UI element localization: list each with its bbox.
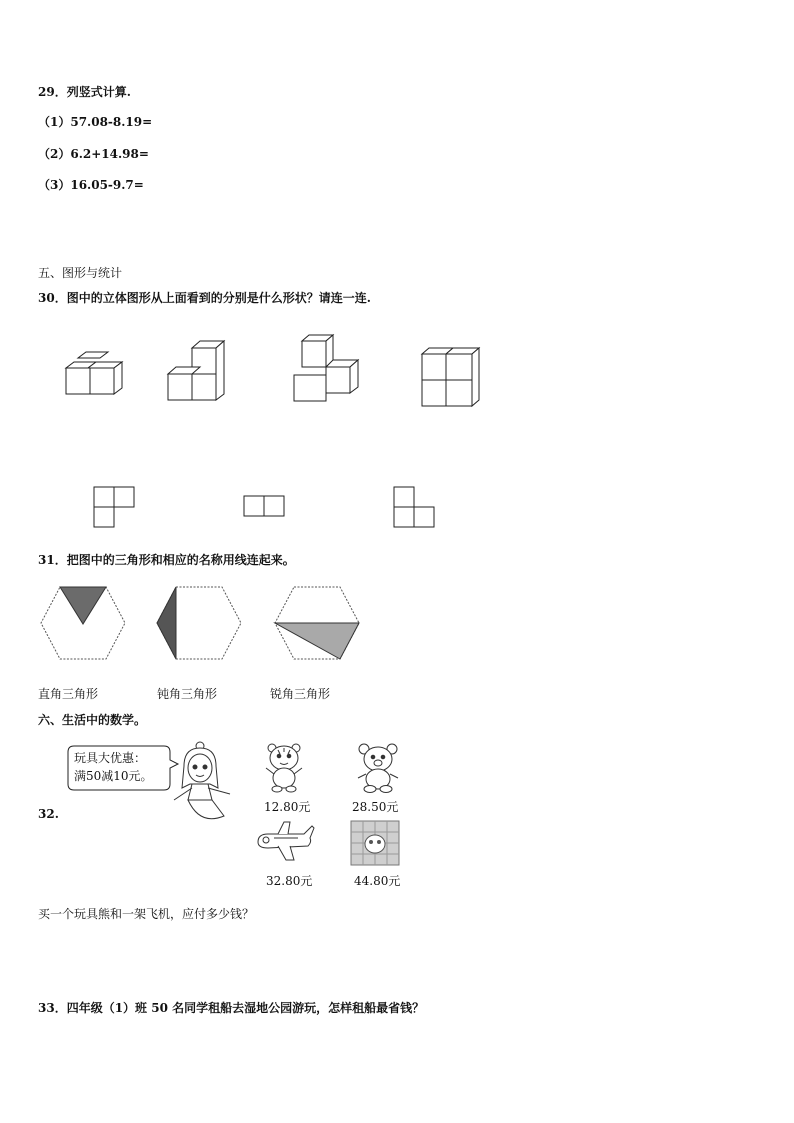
q31-title: 31．把图中的三角形和相应的名称用线连起来。	[38, 553, 295, 567]
section5-title: 五、图形与统计	[38, 266, 123, 280]
q29-item-1: （1）57.08-8.19=	[38, 115, 153, 129]
speech-line-1: 玩具大优惠：	[74, 751, 147, 765]
label-acute-triangle: 锐角三角形	[270, 687, 331, 701]
puzzle-price: 44.80元	[354, 874, 401, 888]
cube-figure-1	[60, 350, 130, 400]
top-view-1	[92, 485, 138, 529]
hexagon-obtuse-triangle	[154, 584, 244, 662]
section6-title: 六、生活中的数学。	[38, 713, 147, 727]
cube-figure-3	[288, 333, 368, 405]
bear-price: 28.50元	[352, 800, 399, 814]
speech-bubble	[64, 744, 180, 794]
q29-item-2: （2）6.2+14.98=	[38, 147, 149, 161]
q29-title: 29．列竖式计算.	[38, 85, 131, 99]
label-right-triangle: 直角三角形	[38, 687, 99, 701]
top-view-2	[242, 494, 288, 518]
q32-number: 32.	[38, 807, 59, 821]
airplane-price: 32.80元	[266, 874, 313, 888]
bear-toy-icon	[355, 742, 401, 794]
tiger-price: 12.80元	[264, 800, 311, 814]
cube-figure-4	[418, 344, 484, 410]
label-obtuse-triangle: 钝角三角形	[157, 687, 218, 701]
hexagon-right-triangle	[38, 584, 128, 662]
puzzle-toy-icon	[350, 820, 400, 866]
q33-title: 33．四年级（1）班 50 名同学租船去湿地公园游玩，怎样租船最省钱？	[38, 1001, 425, 1015]
girl-illustration	[170, 740, 236, 830]
q30-title: 30．图中的立体图形从上面看到的分别是什么形状？请连一连.	[38, 291, 371, 305]
q32-question: 买一个玩具熊和一架飞机，应付多少钱？	[38, 907, 255, 921]
tiger-toy-icon	[262, 742, 306, 794]
hexagon-acute-triangle	[272, 584, 362, 662]
q29-item-3: （3）16.05-9.7=	[38, 178, 144, 192]
top-view-3	[392, 485, 438, 529]
speech-line-2: 满50减10元。	[74, 769, 153, 783]
cube-figure-2	[162, 338, 232, 404]
airplane-toy-icon	[254, 820, 316, 864]
